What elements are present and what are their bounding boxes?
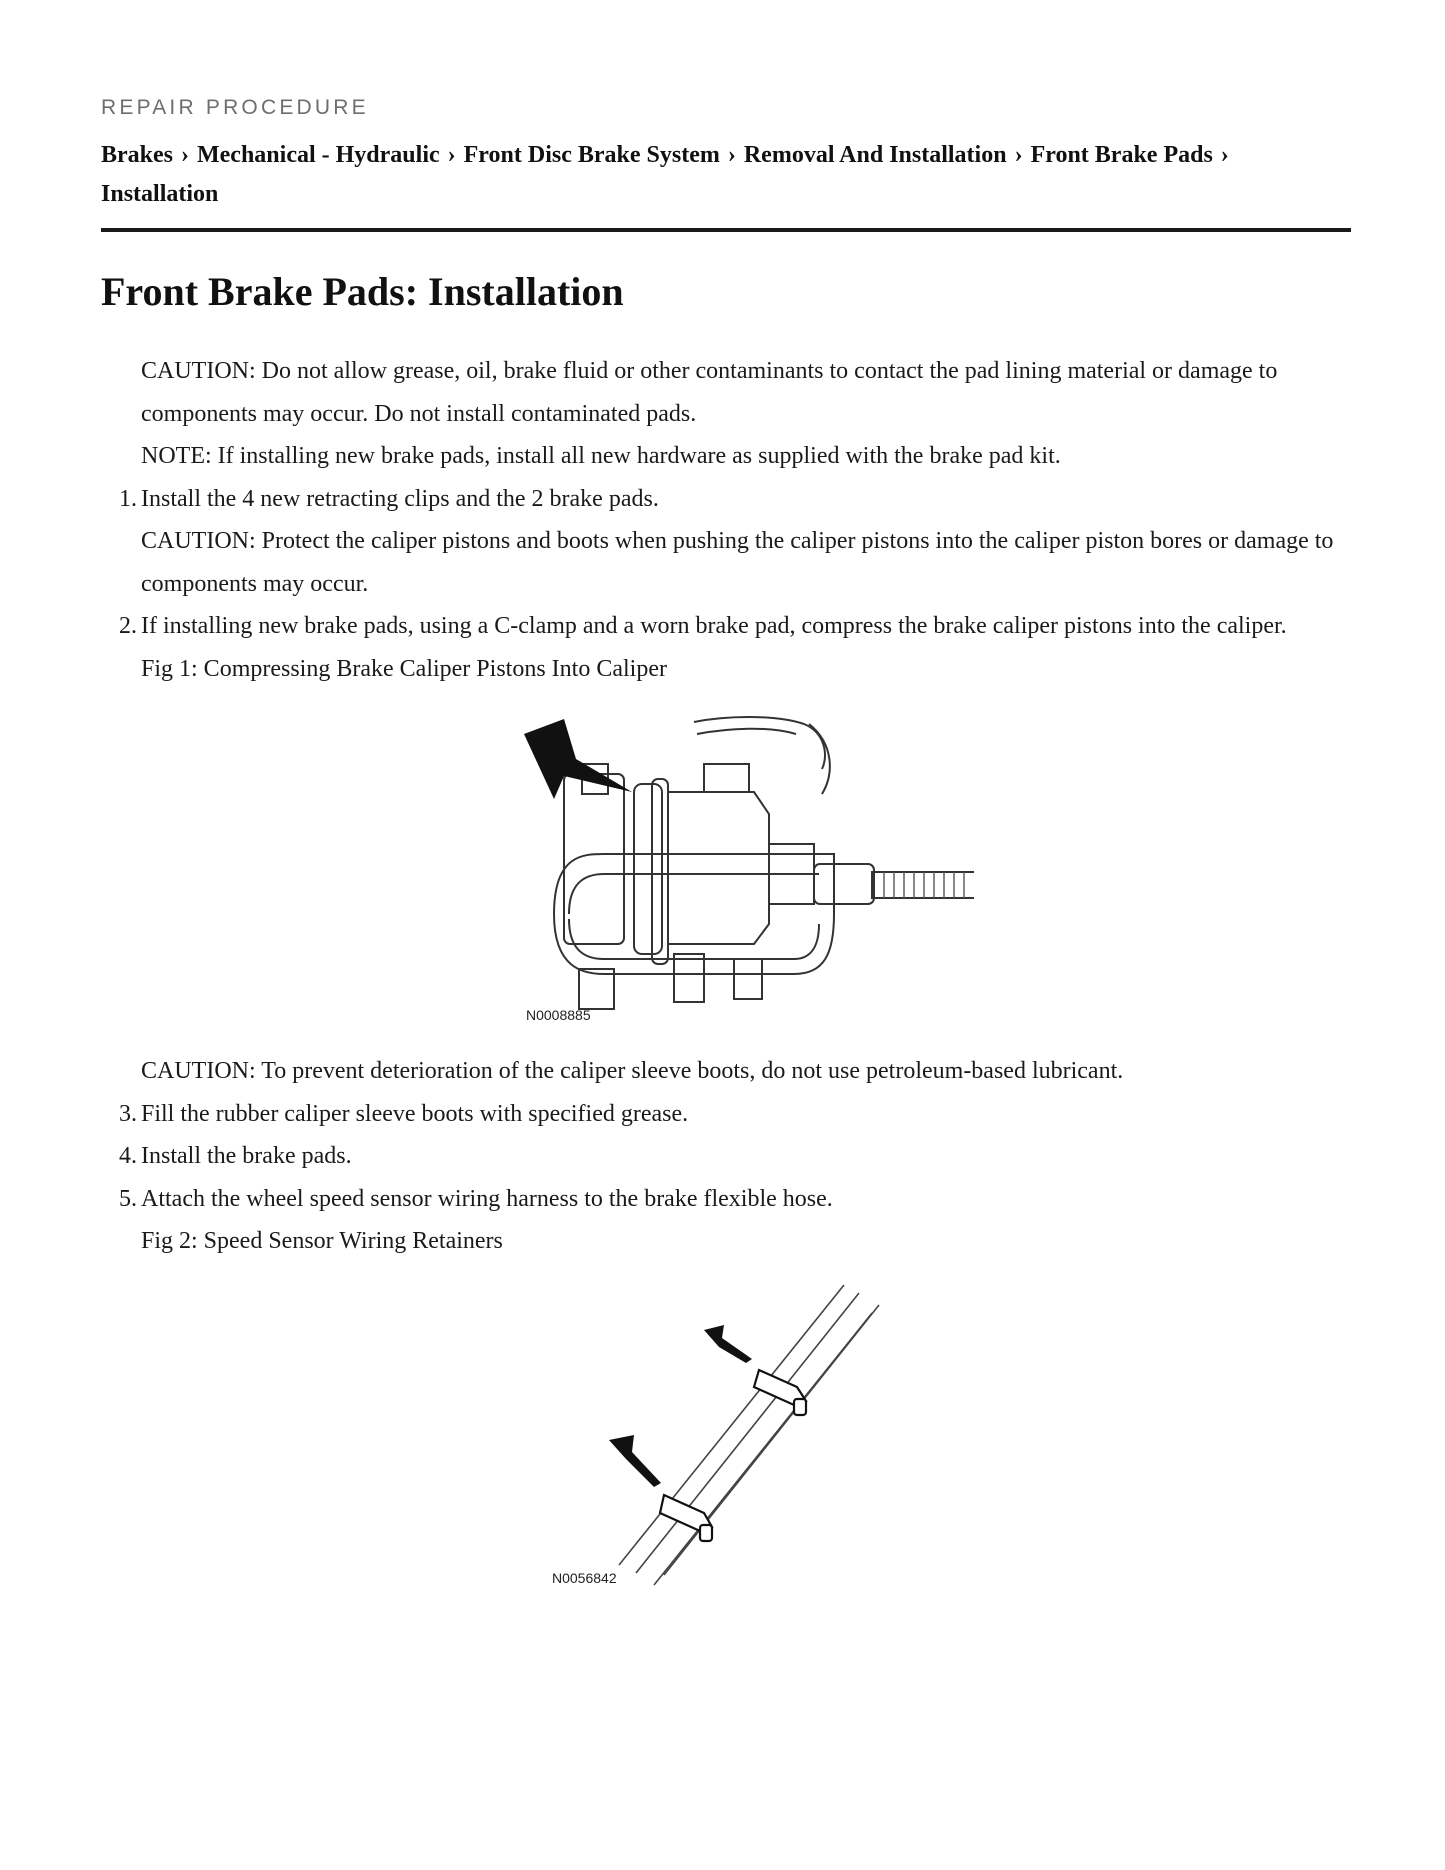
breadcrumb-item-front-brake-pads[interactable]: Front Brake Pads — [1030, 142, 1213, 168]
breadcrumb-item-mechanical-hydraulic[interactable]: Mechanical - Hydraulic — [197, 142, 440, 168]
step-number: 5. — [119, 1185, 137, 1212]
caution-text: CAUTION: To prevent deterioration of the caliper sleeve boots, do not use petroleum-based lubricant. — [141, 1058, 1124, 1084]
caution-text: CAUTION: Do not allow grease, oil, brake fluid or other contaminants to contact the pad lining material or damage to components may occur. Do not install contaminated pads. — [141, 358, 1278, 427]
breadcrumb — [101, 136, 1351, 214]
breadcrumb-item-brakes[interactable]: Brakes — [101, 142, 173, 168]
breadcrumb-separator: › — [1014, 142, 1023, 168]
header-divider — [101, 228, 1351, 232]
step-text: If installing new brake pads, using a C-clamp and a worn brake pad, compress the brake caliper pistons into the caliper. — [141, 613, 1287, 639]
step-text: Attach the wheel speed sensor wiring harness to the brake flexible hose. — [141, 1185, 833, 1212]
step-item — [101, 1178, 1351, 1221]
breadcrumb-item-removal-and-installation[interactable]: Removal And Installation — [743, 142, 1007, 168]
procedure-body — [101, 350, 1351, 1633]
step-text: Fill the rubber caliper sleeve boots with specified grease. — [141, 1100, 689, 1127]
step-item — [101, 478, 1351, 521]
figure-caption: Fig 2: Speed Sensor Wiring Retainers — [141, 1228, 503, 1254]
figure-1 — [141, 690, 1351, 1050]
breadcrumb-separator: › — [181, 142, 189, 168]
section-label: REPAIR PROCEDURE — [101, 96, 369, 119]
breadcrumb-separator: › — [727, 142, 736, 168]
step-text: Install the 4 new retracting clips and the 2 brake pads. — [141, 485, 659, 512]
step-item — [101, 1135, 1351, 1178]
breadcrumb-separator: › — [1220, 142, 1229, 168]
step-number: 3. — [119, 1100, 137, 1127]
breadcrumb-item-front-disc-brake-system[interactable]: Front Disc Brake System — [463, 142, 720, 168]
breadcrumb-separator: › — [447, 142, 456, 168]
figure-code: N0008885 — [526, 1007, 591, 1023]
step-number: 1. — [119, 485, 137, 512]
figure-2 — [141, 1263, 1351, 1633]
speed-sensor-retainers-illustration — [514, 1275, 934, 1605]
caliper-c-clamp-illustration — [504, 704, 974, 1024]
step-text: Install the brake pads. — [141, 1143, 352, 1169]
step-item — [101, 1093, 1351, 1136]
figure-code: N0056842 — [552, 1569, 617, 1586]
page-title: Front Brake Pads: Installation — [101, 269, 624, 314]
caution-text: CAUTION: Protect the caliper pistons and boots when pushing the caliper pistons into the caliper piston bores or damage to components may occur. — [141, 528, 1334, 597]
step-item — [101, 605, 1351, 648]
step-number: 2. — [119, 613, 137, 639]
step-number: 4. — [119, 1143, 137, 1169]
note-text: NOTE: If installing new brake pads, install all new hardware as supplied with the brake pad kit. — [141, 443, 1061, 469]
figure-caption: Fig 1: Compressing Brake Caliper Pistons Into Caliper — [141, 655, 667, 682]
breadcrumb-item-installation[interactable]: Installation — [101, 181, 219, 207]
